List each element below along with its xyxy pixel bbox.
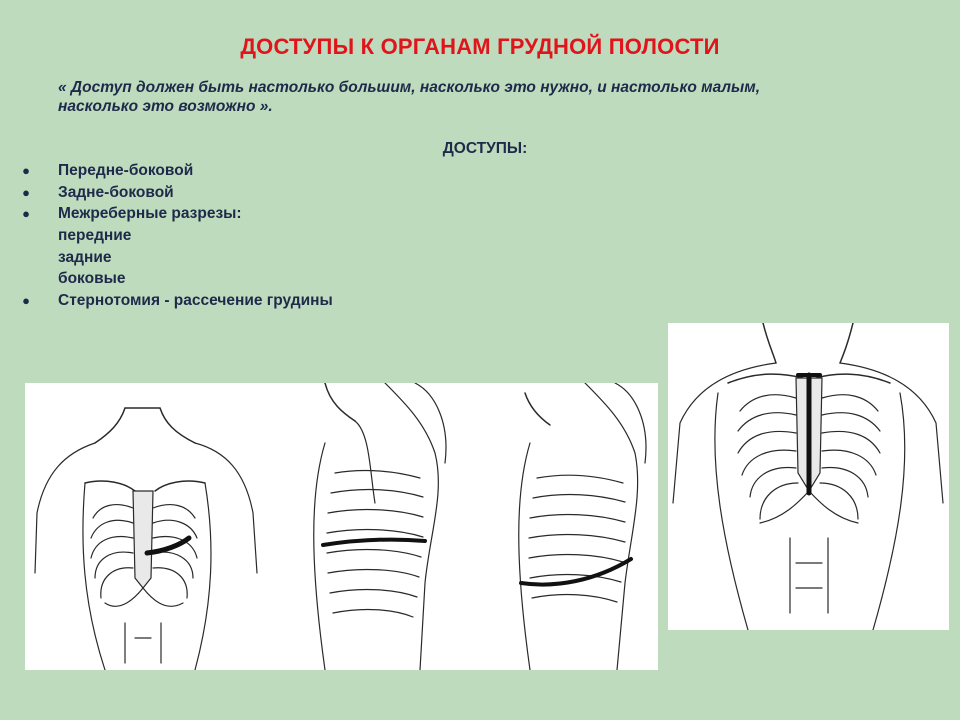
illustration-panel-approaches <box>25 383 658 670</box>
list-subitem-text: передние <box>58 227 132 245</box>
list-item-text: Передне-боковой <box>58 162 194 179</box>
illustration-panel-sternotomy <box>668 323 949 630</box>
list-item-text: Стернотомия - рассечение грудины <box>58 292 333 310</box>
approaches-heading: ДОСТУПЫ: <box>442 140 528 157</box>
front-torso-sternotomy-figure <box>673 323 943 630</box>
side-torso-figure-1 <box>314 383 446 670</box>
bullet-icon: ● <box>22 206 30 222</box>
bullet-icon: ● <box>22 293 30 309</box>
quote-line-1: « Доступ должен быть настолько большим, насколько это нужно, и настолько малым, <box>58 79 761 96</box>
list-subitem-text: боковые <box>58 270 126 288</box>
sternotomy-illustration-svg <box>668 323 949 630</box>
list-item-text: Задне-боковой <box>58 183 174 201</box>
side-torso-figure-2 <box>519 383 646 670</box>
bullet-icon: ● <box>22 184 30 200</box>
front-torso-figure <box>35 408 257 670</box>
bullet-icon: ● <box>22 163 30 178</box>
quote <box>58 78 918 116</box>
list-item-text: Межреберные разрезы: <box>58 205 242 223</box>
slide-title: ДОСТУПЫ К ОРГАНАМ ГРУДНОЙ ПОЛОСТИ <box>240 34 720 59</box>
quote-line-2: насколько это возможно ». <box>58 98 273 115</box>
list-subitem-text: задние <box>58 248 112 266</box>
torso-illustrations-svg <box>25 383 658 670</box>
